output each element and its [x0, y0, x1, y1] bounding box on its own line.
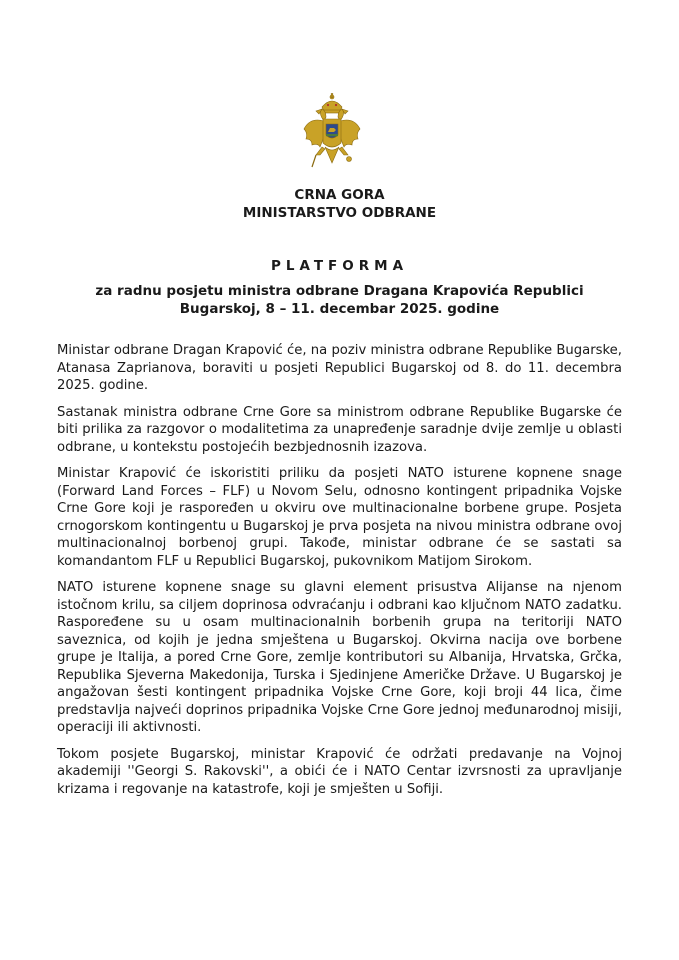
- paragraph: NATO isturene kopnene snage su glavni element prisustva Alijanse na njenom istočnom krilu, sa ciljem doprinosa odvraćanju i odbrani kao ključnom NATO zadatku. Raspoređene su u osam multinacionalnih borbenih grupa na teritoriji NATO saveznica, od kojih je jedna smještena u Bugarskoj. Okvirna nacija ove borbene grupe je Italija, a pored Crne Gore, zemlje kontributori su Albanija, Hrvatska, Grčka, Republika Sjeverna Makedonija, Turska i Sjedinjene Američke Države. U Bugarskoj je angažovan šesti kontingent pripadnika Vojske Crne Gore, koji broji 44 lica, čime predstavlja najveći doprinos pripadnika Vojske Crne Gore jednoj međunarodnoj misiji, operaciji ili aktivnosti.: [57, 580, 622, 735]
- document-subtitle: [70, 282, 609, 318]
- paragraph: Ministar odbrane Dragan Krapović će, na poziv ministra odbrane Republike Bugarske, Atanasa Zaprianova, boraviti u posjeti Republici Bugarskoj od 8. do 11. decembra 2025. godine.: [57, 343, 622, 393]
- subtitle-line: Bugarskoj, 8 – 11. decembar 2025. godine: [179, 301, 500, 317]
- document-body: [57, 342, 622, 807]
- montenegro-coat-of-arms-icon: [302, 93, 362, 171]
- ministry-heading: MINISTARSTVO ODBRANE: [242, 205, 437, 221]
- paragraph: Tokom posjete Bugarskoj, ministar Krapović će održati predavanje na Vojnoj akademiji ''Georgi S. Rakovski'', a obići će i NATO Centar izvrsnosti za upravljanje krizama i regovanje na katastrofe, koji je smješten u Sofiji.: [57, 746, 622, 797]
- paragraph: Sastanak ministra odbrane Crne Gore sa ministrom odbrane Republike Bugarske će biti prilika za razgovor o modalitetima za unapređenje saradnje dvije zemlje u oblasti odbrane, u kontekstu postojećih bezbjednosnih izazova.: [57, 404, 622, 455]
- document-title: PLATFORMA: [270, 258, 409, 274]
- country-heading: CRNA GORA: [294, 187, 385, 203]
- paragraph: Ministar Krapović će iskoristiti priliku da posjeti NATO isturene kopnene snage (Forward Land Forces – FLF) u Novom Selu, odnosno kontingent pripadnika Vojske Crne Gore koji je raspoređen u okviru ove multinacionalne borbene grupe. Posjeta crnogorskom kontingentu u Bugarskoj je prva posjeta na nivou ministra odbrane ovoj multinacionalnoj borbenoj grupi. Takođe, ministar odbrane će se sastati sa komandantom FLF u Republici Bugarskoj, pukovnikom Matijom Sirokom.: [57, 466, 622, 569]
- subtitle-line: za radnu posjetu ministra odbrane Dragana Krapovića Republici: [95, 283, 584, 299]
